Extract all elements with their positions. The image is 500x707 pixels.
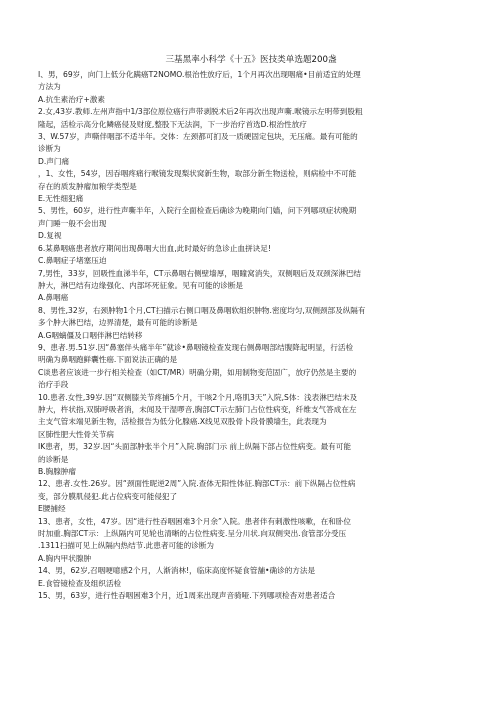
text-line: 治疗手段 <box>38 380 69 390</box>
text-line: 8、男性,32岁，右颈肿物1个月,CT扫描示右侧口咽及鼻咽软组织肿物.密度均匀,双侧颈部及纵隔有 <box>38 305 366 315</box>
text-line: 区肺性肥大性骨关节病 <box>38 429 114 439</box>
text-line: A.胸内甲状腺肿 <box>38 553 92 563</box>
text-line: 5、男性，60岁，进行性声嘶半年，入院行全面检查后确诊为晚期向门嫱，问下列哪项症状晚期 <box>38 206 357 216</box>
text-line: 方法为 <box>38 82 61 92</box>
text-line: 隆起，活检示高分化鳞癌侵及财度,整股下无法润，下一步治疗首选D.根治性放疗 <box>38 119 307 129</box>
text-line: 的诊断是 <box>38 454 69 464</box>
document-title: 三基黑率小科学《十五》医技类单选题200盏 <box>165 55 337 65</box>
text-line: 2.女,43岁.教师.左州声指中1/3部位原位癌行声带剥脱术后2年再次出现声嘶.喉镜示左明带到股粗 <box>38 107 363 117</box>
text-line: E腰捕经 <box>38 504 66 514</box>
text-line: 主支气管末端见新生物，活检报告为低分化腺癌.X线见双股骨卜段骨膜墙生，此表现为 <box>38 417 327 427</box>
text-line: A.抗生素治疗+激素 <box>38 94 105 104</box>
text-line: 12、患者.女性.26岁。因“颈面性昵逆2周”入院.查体无阳性体征.胸部CT示：前下纵隔占位性病 <box>38 479 356 489</box>
text-line: 15、男，63岁，进行性吞咽困难3个月，近1周来出现声音骑哑.下列哪项检杳对患者适合 <box>38 591 336 601</box>
text-line: ，1、女性，54岁，因吞咽疼痛行喉镜发现梨状窝新生物，取部分新生物送检，则病检中不可能 <box>38 169 357 179</box>
text-line: 声门睡一般不会出现 <box>38 218 107 228</box>
text-line: 多个肿大淋巴结，边界清楚，最有可能的诊断是 <box>38 318 198 328</box>
text-line: 诊断为 <box>38 144 61 154</box>
text-line: 肿大，杵状指,双肺呼吸者消，未闻及干湿啰音,胸部CT示左肺门占位性病变，纤维支气答成在左 <box>38 404 357 414</box>
text-line: 14、男，62岁,召咽哽噫感2个月，人渐消林!，临床高度怀疑食管舗•确诊的方法是 <box>38 566 316 576</box>
text-line: I、男，69岁，向门上低分化蹒癌T2NOMO.根治性放疗后，1个月再次出现咽痛•目前适宜的处理 <box>38 70 361 79</box>
text-line: C谈患者应该进一步行相关检查（如CT/MR）明确分期，如用制物变范固广，放疗仍然是主要的 <box>38 367 357 377</box>
document-body <box>38 69 464 602</box>
text-line: 3、W.57岁，声嘶伴咽部不适半年。交体：左颈都可扪及一质硬固定包块，无压痛。最有可能的 <box>38 132 358 142</box>
text-line: 变，部分膜肌侵犯.此占位病变可能侵犯了 <box>38 491 178 501</box>
text-line: 时加重.胸部CT示：上纵隔内可见轮也清晰的占位性病变.呈分川状.向双侧突出.食管部分受压 <box>38 529 347 539</box>
text-line: 6.某鼻咽癌患者放疗期间出现鼻咽大出血,此时最好的急诊止血拼诀足! <box>38 243 271 253</box>
text-line: 明确为鼻咽跑鲜囊性癌.下面说法正确的是 <box>38 355 178 365</box>
text-line: D.声门痛 <box>38 156 70 166</box>
text-line: 10.患者.女性,39岁.因“双侧膝关节疼捕5个月，干咳2个月,咯肌3天”入院,S体：浅表淋巴结未及 <box>38 392 358 402</box>
text-line: C.鼻咽症子堵塞压迫 <box>38 256 107 266</box>
text-line: 7,男性，33岁，回吸性血涕半年，CT示鼻咽右侧壁墙厚，咽瞳窝消失，双侧咽后及双颈深淋巴结 <box>38 268 362 278</box>
text-line: A.鼻咽癌 <box>38 293 69 303</box>
text-line: .1311扫描可见上纵隔内热结节.此患者可能的诊断为 <box>38 541 215 551</box>
text-line: D.复视 <box>38 231 62 241</box>
text-line: 9、患者.男.51岁.因“鼻塞伴头痛半年”就诊•鼻咽镜检查发现右侧鼻咽部结腹降起明显，行活检 <box>38 342 354 352</box>
text-line: 存在的质发肿瘤加粮学类型是 <box>38 181 137 191</box>
text-line: E.食管镜检查及组织活检 <box>38 578 122 588</box>
text-line: 肿大，淋巴结有边缘强化、内部坏死征象。见有可能的诊断是 <box>38 280 244 290</box>
text-line: A.G咽螭僵及口咽伴淋巴结转移 <box>38 330 143 340</box>
text-line: 13、患者，女性，47岁。因“进行性吞咽困难3个月余”入院。患者伴有刺激性咳嗽，在和卧位 <box>38 516 351 526</box>
text-line: E.无性细犯痛 <box>38 194 84 204</box>
text-line: B.胸腺肿瘤 <box>38 467 76 476</box>
text-line: IK患者，男，32岁.因“头面部肿张半个月”入院.胸部门示 前上纵隔下部占位性病变。最有可能 <box>38 442 351 452</box>
